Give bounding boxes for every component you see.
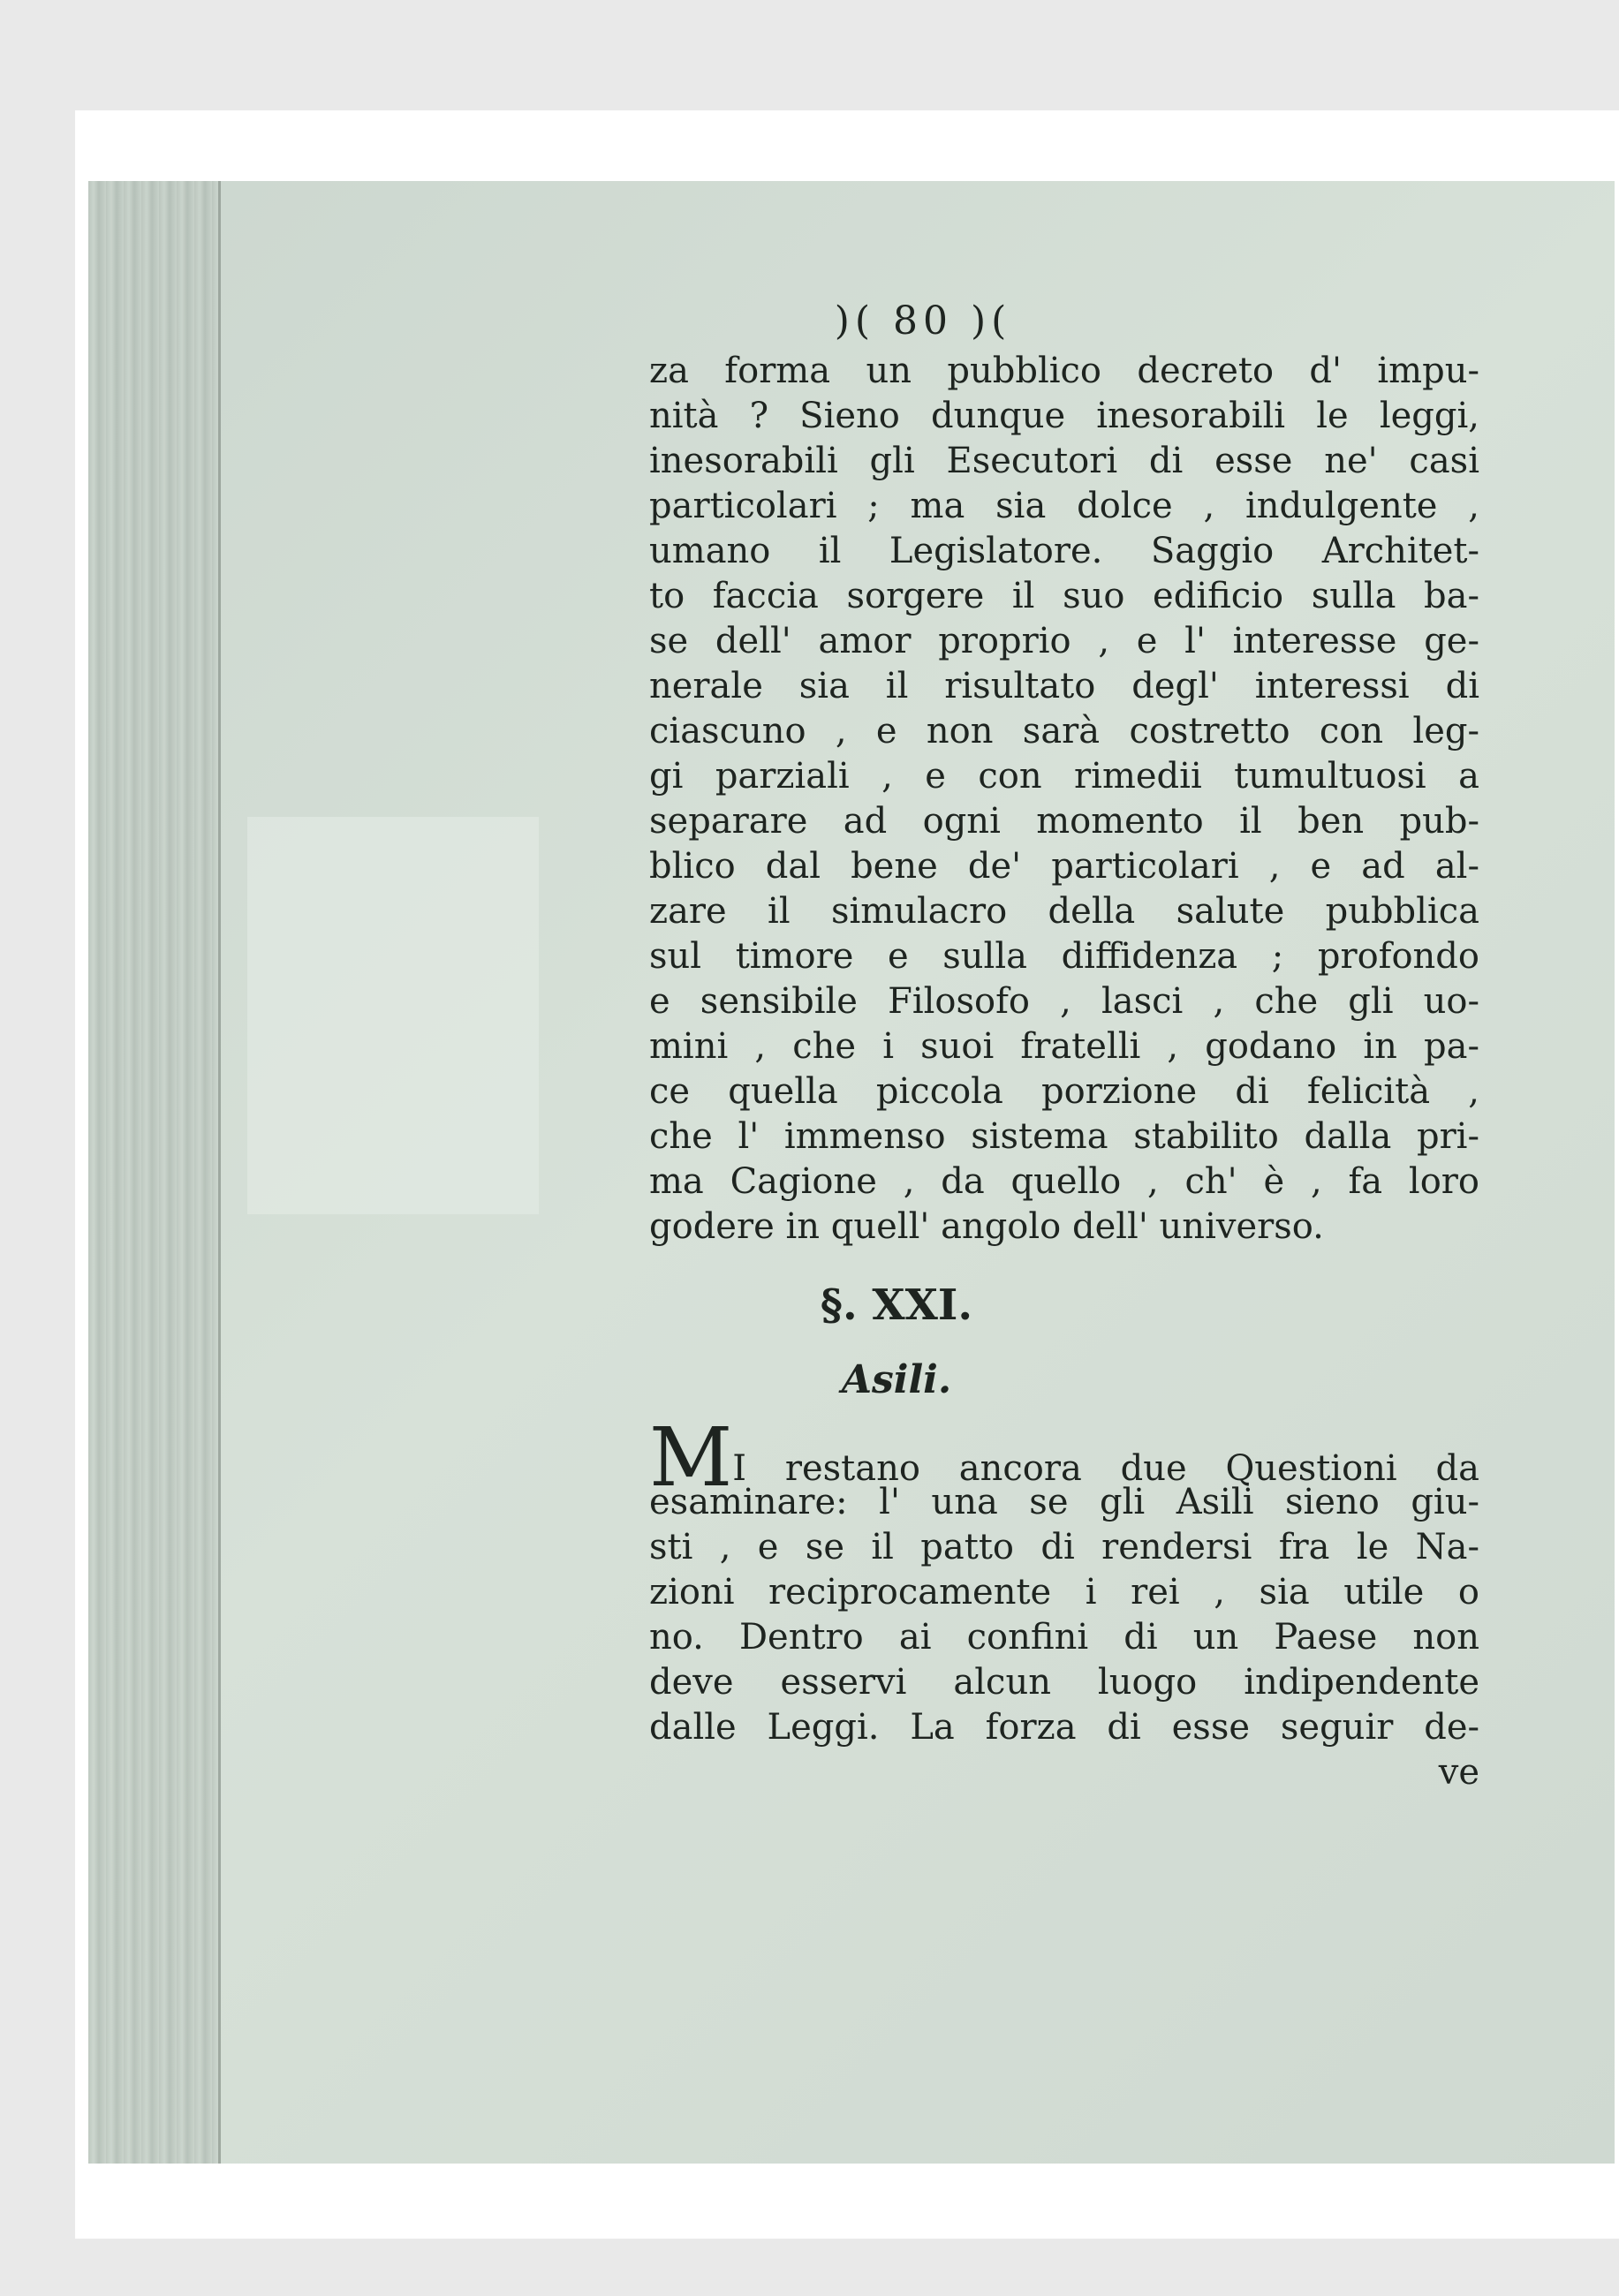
text-line: zioni reciprocamente i rei , sia utile o <box>649 1572 1479 1612</box>
text-line: sti , e se il patto di rendersi fra le Na- <box>649 1527 1479 1567</box>
text-line: sul timore e sulla diffidenza ; profondo <box>649 936 1479 977</box>
catchword: ve <box>1438 1752 1479 1793</box>
paragraph-2 <box>649 1410 1550 1750</box>
text-line: no. Dentro ai confini di un Paese non <box>649 1617 1479 1658</box>
text-line: inesorabili gli Esecutori di esse ne' casi <box>649 441 1479 481</box>
text-line: che l' immenso sistema stabilito dalla pri- <box>649 1116 1479 1157</box>
text-line: za forma un pubblico decreto d' impu- <box>649 351 1479 391</box>
text-line: ce quella piccola porzione di felicità , <box>649 1071 1479 1112</box>
text-line: separare ad ogni momento il ben pub- <box>649 801 1479 842</box>
running-head: )( 80 )( <box>834 298 1012 344</box>
text-line: umano il Legislatore. Saggio Architet- <box>649 531 1479 571</box>
text-line: zare il simulacro della salute pubblica <box>649 891 1479 932</box>
text-line: ma Cagione , da quello , ch' è , fa loro <box>649 1161 1479 1202</box>
drop-initial: M <box>649 1410 733 1505</box>
text-line: nità ? Sieno dunque inesorabili le leggi, <box>649 396 1479 436</box>
text-line-rest: I restano ancora due Questioni da <box>732 1448 1479 1489</box>
text-line: se dell' amor proprio , e l' interesse ge- <box>649 621 1479 661</box>
text-line: mini , che i suoi fratelli , godano in pa- <box>649 1026 1479 1067</box>
text-line: e sensibile Filosofo , lasci , che gli uo- <box>649 981 1479 1022</box>
text-line: godere in quell' angolo dell' universo. <box>649 1206 1324 1247</box>
book-page <box>88 181 1615 2164</box>
paper-stain <box>247 817 539 1214</box>
text-line: blico dal bene de' particolari , e ad al- <box>649 846 1479 887</box>
text-line: deve esservi alcun luogo indipendente <box>649 1662 1479 1703</box>
text-line: ciascuno , e non sarà costretto con leg- <box>649 711 1479 751</box>
text-line: to faccia sorgere il suo edificio sulla ba- <box>649 576 1479 616</box>
paragraph-1 <box>649 349 1550 1250</box>
text-line: particolari ; ma sia dolce , indulgente , <box>649 486 1479 526</box>
section-title: Asili. <box>841 1357 952 1402</box>
text-line: esaminare: l' una se gli Asili sieno giu- <box>649 1482 1479 1522</box>
text-block <box>649 294 1550 1795</box>
text-line: gi parziali , e con rimedii tumultuosi a <box>649 756 1479 797</box>
page-binding-edge <box>88 181 221 2164</box>
text-line: nerale sia il risultato degl' interessi di <box>649 666 1479 706</box>
section-number: §. XXI. <box>820 1280 973 1330</box>
text-line: dalle Leggi. La forza di esse seguir de- <box>649 1707 1479 1748</box>
